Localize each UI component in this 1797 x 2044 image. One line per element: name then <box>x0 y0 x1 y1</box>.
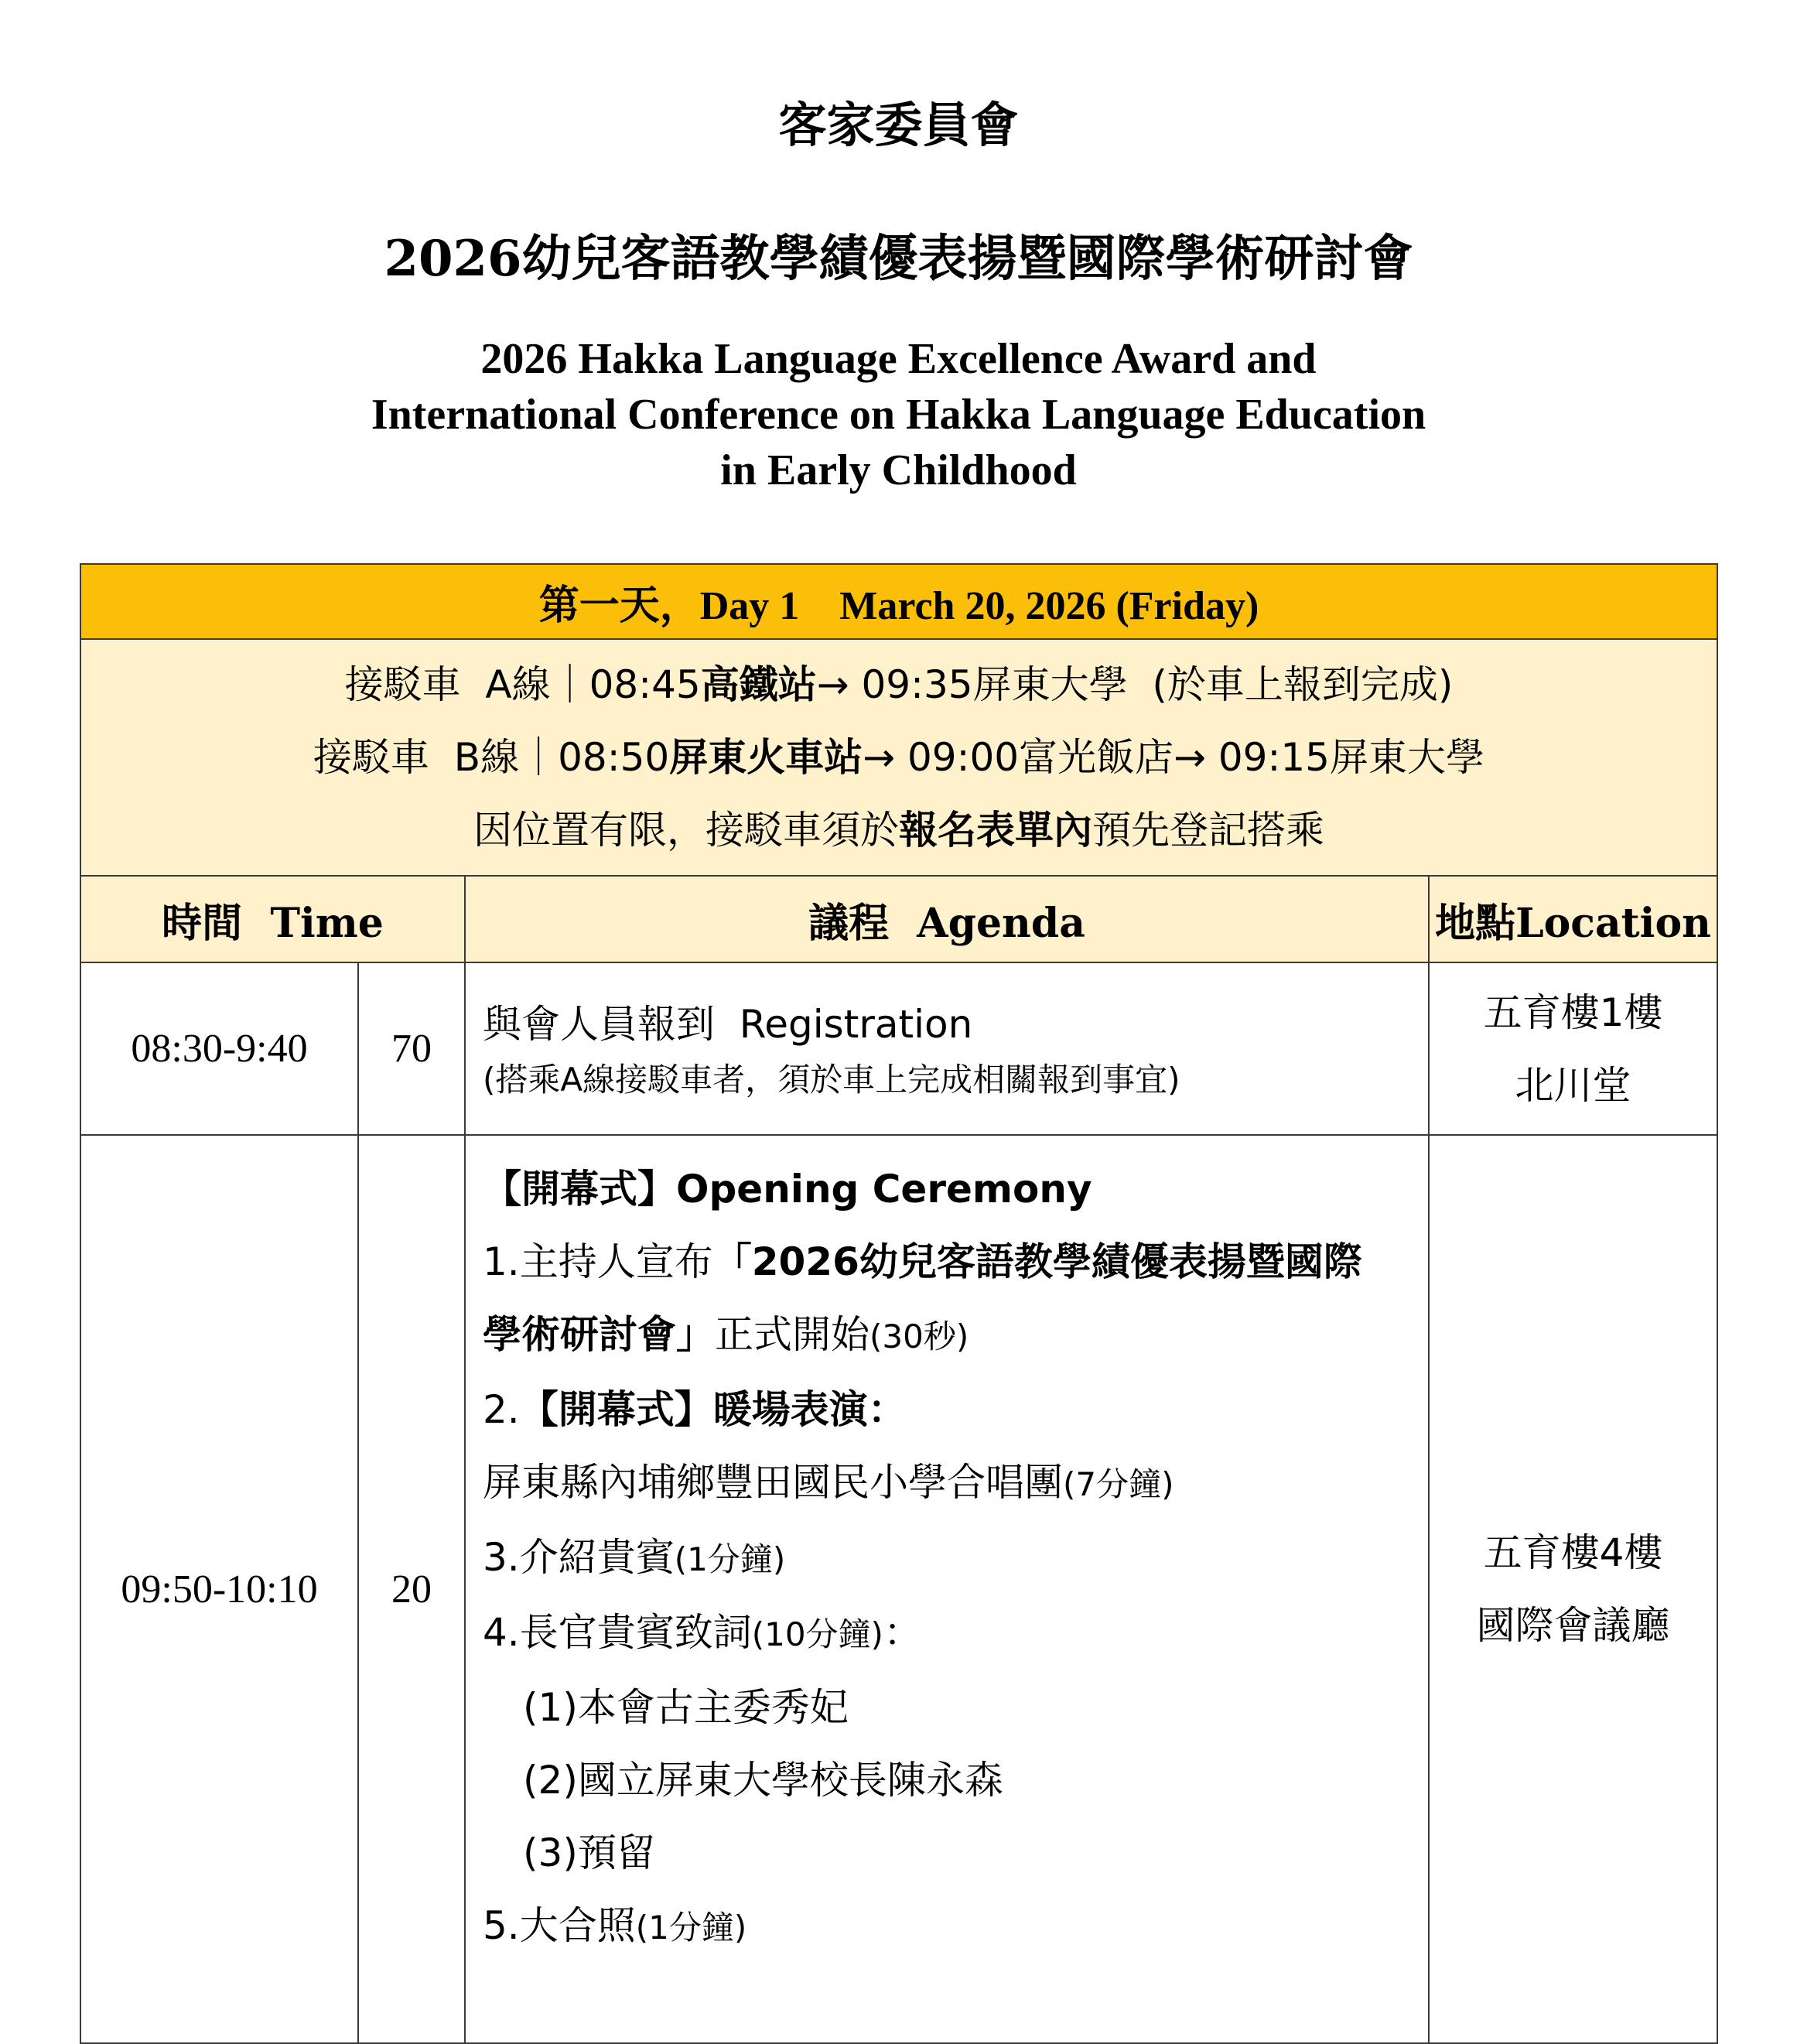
agenda-item-3-time: (1分鐘) <box>674 1540 786 1578</box>
agenda-item-1-suffix: 正式開始 <box>715 1312 869 1357</box>
agenda-item-1-title: 「2026幼兒客語教學績優表揚暨國際 <box>712 1239 1362 1284</box>
agenda-item-4 <box>483 1596 1428 1671</box>
agenda-registration-note: (搭乘A線接駁車者，須於車上完成相關報到事宜) <box>483 1060 1180 1099</box>
location-building: 五育樓1樓 <box>1483 990 1663 1035</box>
event-title-en <box>0 331 1797 498</box>
column-header-agenda <box>465 876 1429 962</box>
agenda-speaker-3: (3)預留 <box>523 1830 655 1875</box>
time-cell: 08:30-9:40 <box>80 962 358 1135</box>
day-label-text: 第一天，Day 1 March 20, 2026 (Friday) <box>538 584 1259 628</box>
duration-cell: 70 <box>358 962 465 1135</box>
shuttle-line-b <box>81 721 1717 794</box>
shuttle-note-form: 報名表單內 <box>899 808 1092 853</box>
organization-title: 客家委員會 <box>778 97 1019 153</box>
day-label <box>80 564 1717 639</box>
agenda-speaker-1: (1)本會古主委秀妃 <box>523 1685 849 1730</box>
location-room: 北川堂 <box>1515 1062 1631 1108</box>
agenda-item-2-title: 【開幕式】暖場表演： <box>519 1387 907 1432</box>
day-header-row <box>80 564 1717 639</box>
column-header-row <box>80 876 1717 962</box>
table-row <box>80 962 1717 1135</box>
agenda-item-2-detail-text: 屏東縣內埔鄉豐田國民小學合唱團 <box>483 1460 1063 1505</box>
agenda-item-2-time: (7分鐘) <box>1063 1465 1174 1503</box>
agenda-table <box>80 563 1718 2044</box>
agenda-item-1-time: (30秒) <box>869 1318 969 1355</box>
agenda-speaker-2: (2)國立屏東大學校長陳永森 <box>523 1758 1003 1803</box>
agenda-cell <box>465 962 1429 1135</box>
agenda-item-2-detail <box>483 1446 1428 1521</box>
table-row <box>80 1135 1717 2043</box>
shuttle-info-row <box>80 639 1717 876</box>
shuttle-a-prefix: 接駁車 A線｜08:45 <box>344 662 701 707</box>
agenda-item-3-text: 3.介紹貴賓 <box>483 1535 675 1580</box>
shuttle-note-prefix: 因位置有限，接駁車須於 <box>473 808 899 853</box>
agenda-item-1-title-cont: 學術研討會」 <box>483 1312 715 1357</box>
agenda-item-1-prefix: 1.主持人宣布 <box>483 1239 713 1284</box>
event-title-en-line: in Early Childhood <box>720 446 1077 494</box>
agenda-item-2-prefix: 2. <box>483 1387 520 1432</box>
time-cell: 09:50-10:10 <box>80 1135 358 2043</box>
agenda-item-2 <box>483 1373 1428 1446</box>
location-cell <box>1429 962 1717 1135</box>
shuttle-b-prefix: 接駁車 B線｜08:50 <box>313 735 670 780</box>
location-room: 國際會議廳 <box>1476 1603 1670 1648</box>
location-building: 五育樓4樓 <box>1483 1530 1663 1575</box>
shuttle-info <box>80 639 1717 876</box>
shuttle-b-suffix: → 09:00富光飯店→ 09:15屏東大學 <box>863 735 1484 780</box>
agenda-registration: 與會人員報到 Registration <box>483 1001 973 1047</box>
agenda-item-5-time: (1分鐘) <box>635 1909 747 1947</box>
column-header-location <box>1429 876 1717 962</box>
agenda-item-4-text: 4.長官貴賓致詞 <box>483 1610 752 1655</box>
duration-cell: 20 <box>358 1135 465 2043</box>
column-header-time <box>80 876 465 962</box>
shuttle-note-suffix: 預先登記搭乘 <box>1092 808 1324 853</box>
agenda-item-1-cont <box>483 1298 1428 1373</box>
agenda-item-4-colon: ： <box>883 1610 922 1655</box>
agenda-item-5-text: 5.大合照 <box>483 1903 636 1948</box>
column-header-time-text: 時間 Time <box>162 899 384 947</box>
agenda-item-1 <box>483 1225 1428 1298</box>
agenda-item-5 <box>483 1889 1428 1964</box>
column-header-location-text: 地點Location <box>1435 899 1711 947</box>
event-title-en-line: 2026 Hakka Language Excellence Award and <box>480 335 1317 383</box>
agenda-cell <box>465 1135 1429 2043</box>
location-cell <box>1429 1135 1717 2043</box>
shuttle-a-station: 高鐵站 <box>700 662 817 707</box>
shuttle-a-suffix: → 09:35屏東大學 (於車上報到完成) <box>816 662 1454 707</box>
column-header-agenda-text: 議程 Agenda <box>808 899 1085 947</box>
event-title-zh: 2026幼兒客語教學績優表揚暨國際學術研討會 <box>384 230 1413 288</box>
shuttle-line-a <box>81 648 1717 721</box>
shuttle-b-station: 屏東火車站 <box>669 735 863 780</box>
agenda-item-3 <box>483 1521 1428 1596</box>
agenda-heading: 【開幕式】Opening Ceremony <box>483 1167 1092 1212</box>
event-title-en-line: International Conference on Hakka Language Education <box>371 391 1426 439</box>
agenda-item-4-time: (10分鐘) <box>751 1615 883 1653</box>
shuttle-note <box>81 794 1717 866</box>
